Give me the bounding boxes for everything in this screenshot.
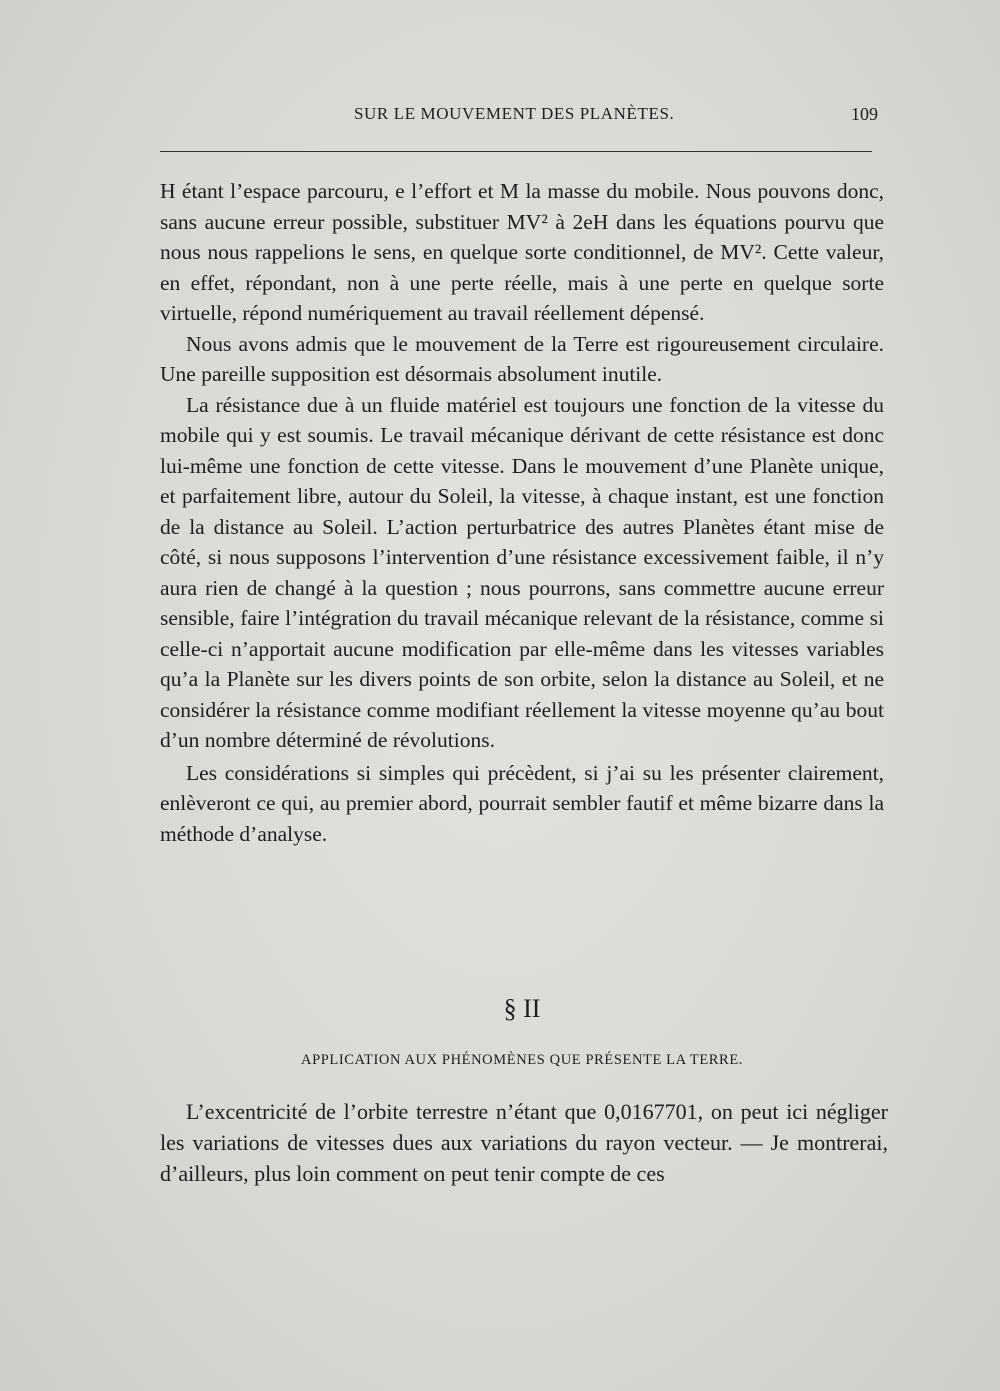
paragraph: L’excentricité de l’orbite terrestre n’étant que 0,0167701, on peut ici négliger les variations de vitesses dues aux variations du rayon vecteur. — Je montrerai, d’ailleurs, plus loin comment on peut tenir compte de ces	[160, 1099, 888, 1186]
paragraph: La résistance due à un fluide matériel est toujours une fonction de la vitesse du mobile qui y est soumis. Le travail mécanique dérivant de cette résistance est donc lui-même une fonction de cette vitesse. Dans le mouvement d’une Planète unique, et parfaitement libre, autour du Soleil, la vitesse, à chaque instant, est une fonction de la distance au Soleil. L’action perturbatrice des autres Planètes étant mise de côté, si nous supposons l’intervention d’une résistance excessivement faible, il n’y aura rien de changé à la question ; nous pourrons, sans commettre aucune erreur sensible, faire l’intégration du travail mécanique relevant de la résistance, comme si celle-ci n’apportait aucune modification par elle-même dans les vitesses variables qu’a la Planète sur les divers points de son orbite, selon la distance au Soleil, et ne considérer la résistance comme modifiant réellement la vitesse moyenne qu’au bout d’un nombre déterminé de révolutions.	[160, 392, 884, 752]
running-head	[160, 104, 878, 130]
paragraph: Nous avons admis que le mouvement de la Terre est rigoureusement circulaire. Une pareille supposition est désormais absolument inutile.	[160, 331, 884, 386]
section-heading	[160, 994, 884, 1070]
running-title: SUR LE MOUVEMENT DES PLANÈTES.	[354, 104, 675, 123]
page-number: 109	[851, 104, 878, 124]
header-rule	[160, 151, 872, 152]
section-number: § II	[503, 994, 541, 1023]
section-body	[160, 1096, 888, 1189]
paragraph: H étant l’espace parcouru, e l’effort et M la masse du mobile. Nous pouvons donc, sans aucune erreur possible, substituer MV² à 2eH dans les équations pourvu que nous nous rappelions le sens, en quelque sorte conditionnel, de MV². Cette valeur, en effet, répondant, non à une perte réelle, mais à une perte en quelque sorte virtuelle, répond numériquement au travail réellement dépensé.	[160, 179, 884, 325]
body-text	[160, 176, 884, 849]
paragraph: Les considérations si simples qui précèdent, si j’ai su les présenter clairement, enlèveront ce qui, au premier abord, pourrait sembler fautif et même bizarre dans la méthode d’analyse.	[160, 760, 884, 846]
section-title: APPLICATION AUX PHÉNOMÈNES QUE PRÉSENTE LA TERRE.	[301, 1052, 743, 1068]
